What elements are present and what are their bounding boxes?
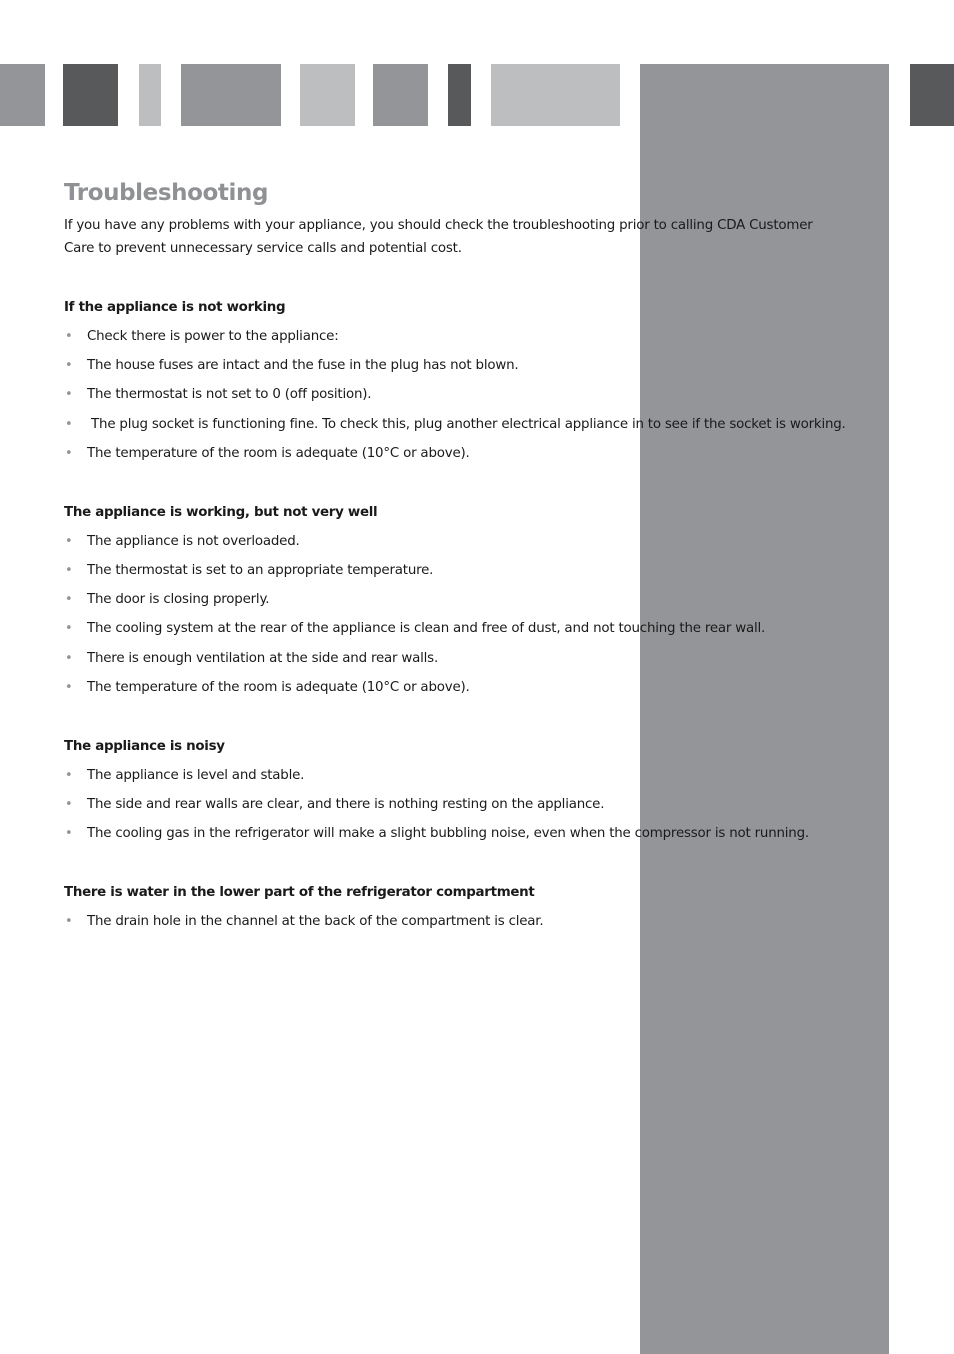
list-item	[64, 588, 844, 611]
list-item	[64, 822, 844, 845]
section-heading: If the appliance is not working	[64, 300, 286, 315]
header-block	[300, 64, 355, 126]
troubleshooting-section	[64, 501, 844, 699]
list-item-text: The temperature of the room is adequate (10°C or above).	[87, 679, 470, 695]
bullet-icon: •	[65, 416, 73, 432]
bullet-icon: •	[65, 621, 73, 637]
bullet-icon: •	[65, 767, 73, 783]
header-block	[139, 64, 161, 126]
list-item-text: The appliance is level and stable.	[87, 767, 305, 783]
section-heading: There is water in the lower part of the refrigerator compartment	[64, 885, 535, 901]
header-block	[0, 64, 45, 126]
list-item	[64, 647, 844, 670]
list-item-text: The cooling gas in the refrigerator will make a slight bubbling noise, even when the compressor is not running.	[87, 826, 809, 842]
bullet-icon: •	[65, 650, 73, 666]
bullet-icon: •	[65, 679, 73, 695]
list-item-text: The house fuses are intact and the fuse in the plug has not blown.	[87, 358, 519, 374]
list-item	[64, 793, 844, 816]
header-block	[448, 64, 471, 126]
bullet-icon: •	[65, 562, 73, 578]
bullet-icon: •	[65, 796, 73, 812]
bullet-icon: •	[65, 445, 73, 461]
list-item	[64, 413, 844, 436]
list-item-text: The drain hole in the channel at the back of the compartment is clear.	[87, 914, 544, 930]
header-block	[910, 64, 954, 126]
list-item	[64, 676, 844, 699]
sections-container	[64, 296, 844, 933]
list-item-text: The temperature of the room is adequate (10°C or above).	[87, 445, 470, 461]
bullet-icon: •	[65, 358, 73, 374]
list-item-text: The plug socket is functioning fine. To check this, plug another electrical appliance in to see if the socket is working.	[87, 416, 846, 432]
troubleshooting-content	[64, 178, 844, 939]
bullet-icon: •	[65, 914, 73, 930]
list-item	[64, 354, 844, 377]
intro-paragraph: If you have any problems with your appliance, you should check the troubleshooting prior to calling CDA Customer Care to prevent unnecessary service calls and potential cost.	[64, 218, 813, 256]
bullet-list	[64, 764, 844, 845]
bullet-icon: •	[65, 533, 73, 549]
header-block	[63, 64, 118, 126]
troubleshooting-section	[64, 881, 844, 933]
header-block	[181, 64, 281, 126]
list-item-text: The side and rear walls are clear, and there is nothing resting on the appliance.	[87, 796, 605, 812]
section-heading: The appliance is working, but not very well	[64, 504, 378, 520]
list-item-text: The thermostat is set to an appropriate temperature.	[87, 562, 434, 578]
bullet-icon: •	[65, 592, 73, 608]
section-heading: The appliance is noisy	[64, 738, 225, 754]
troubleshooting-section	[64, 296, 844, 465]
list-item	[64, 530, 844, 553]
list-item	[64, 910, 844, 933]
header-block	[373, 64, 428, 126]
header-block	[491, 64, 620, 126]
list-item	[64, 383, 844, 406]
list-item	[64, 325, 844, 348]
list-item-text: The appliance is not overloaded.	[87, 533, 300, 549]
header-block	[640, 64, 889, 126]
list-item-text: The cooling system at the rear of the appliance is clean and free of dust, and not touching the rear wall.	[87, 621, 766, 637]
list-item-text: The door is closing properly.	[87, 592, 270, 608]
bullet-list	[64, 910, 844, 933]
list-item	[64, 559, 844, 582]
list-item-text: The thermostat is not set to 0 (off position).	[87, 387, 372, 403]
list-item	[64, 617, 844, 640]
list-item-text: There is enough ventilation at the side and rear walls.	[87, 650, 438, 666]
bullet-icon: •	[65, 329, 73, 344]
list-item	[64, 764, 844, 787]
troubleshooting-section	[64, 735, 844, 845]
bullet-icon: •	[65, 826, 73, 842]
page-title: Troubleshooting	[64, 180, 269, 206]
bullet-list	[64, 325, 844, 465]
bullet-list	[64, 530, 844, 699]
bullet-icon: •	[65, 387, 73, 403]
list-item	[64, 442, 844, 465]
list-item-text: Check there is power to the appliance:	[87, 329, 339, 344]
